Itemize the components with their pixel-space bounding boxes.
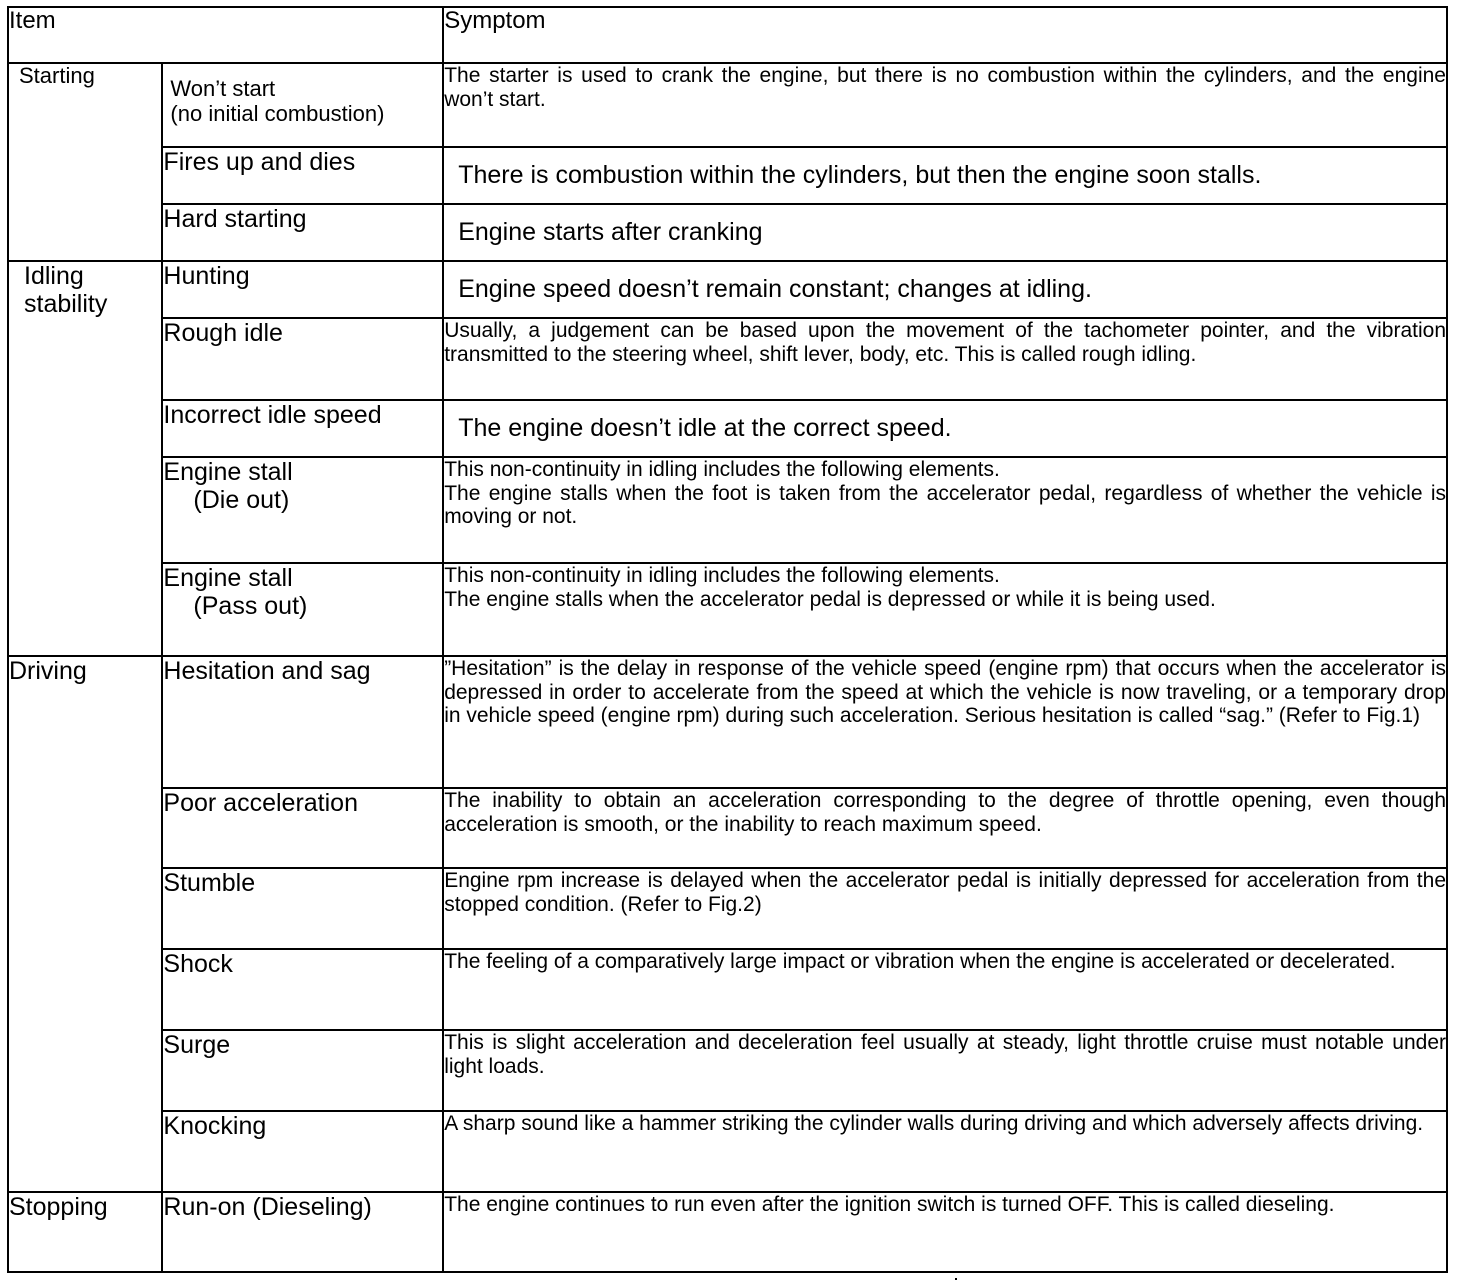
item-line: Poor acceleration — [163, 789, 358, 817]
item-line: Engine stall — [163, 458, 293, 486]
symptom-text: The starter is used to crank the engine, but there is no combustion within the cylinders, and the engine won’t start. — [444, 64, 1446, 111]
table-row — [8, 261, 1447, 318]
symptom-cell — [443, 1111, 1447, 1192]
symptom-cell — [443, 204, 1447, 261]
item-line: Rough idle — [163, 319, 283, 347]
symptom-text: There is combustion within the cylinders, but then the engine soon stalls. — [458, 161, 1262, 189]
symptom-text: Usually, a judgement can be based upon the movement of the tachometer pointer, and the vibration transmitted to the steering wheel, shift lever, body, etc. This is called rough idling. — [444, 319, 1446, 366]
symptom-text: The feeling of a comparatively large impact or vibration when the engine is accelerated or decelerated. — [444, 950, 1396, 973]
table-row — [8, 949, 1447, 1030]
item-line: Engine stall — [163, 564, 293, 592]
category-starting: Starting — [8, 63, 162, 261]
symptom-cell — [443, 1192, 1447, 1272]
item-line: Hesitation and sag — [163, 657, 371, 685]
symptom-text: A sharp sound like a hammer striking the cylinder walls during driving and which adversely affects driving. — [444, 1112, 1424, 1135]
symptom-cell — [443, 261, 1447, 318]
table-row — [8, 1111, 1447, 1192]
symptom-cell — [443, 147, 1447, 204]
item-cell — [162, 318, 443, 400]
item-line: (Die out) — [193, 486, 290, 514]
item-cell — [162, 656, 443, 788]
symptom-cell — [443, 563, 1447, 656]
item-cell — [162, 147, 443, 204]
symptom-cell — [443, 400, 1447, 457]
table-row — [8, 457, 1447, 563]
symptom-text: Engine speed doesn’t remain constant; changes at idling. — [458, 275, 1092, 303]
item-cell — [162, 868, 443, 949]
symptom-text: The engine stalls when the accelerator pedal is depressed or while it is being used. — [444, 587, 1216, 611]
item-line: Shock — [163, 950, 233, 978]
symptom-text: This is slight acceleration and deceleration feel usually at steady, light throttle cruise must notable under light loads. — [444, 1031, 1446, 1078]
item-line: Hard starting — [163, 205, 307, 233]
item-cell — [162, 563, 443, 656]
item-line: (no initial combustion) — [170, 101, 385, 127]
symptom-cell — [443, 788, 1447, 868]
item-cell — [162, 204, 443, 261]
table-row — [8, 63, 1447, 147]
symptom-text: This non-continuity in idling includes the following elements. — [444, 458, 1000, 481]
symptom-text: The engine continues to run even after the ignition switch is turned OFF. This is called dieseling. — [444, 1193, 1335, 1216]
item-line: Hunting — [163, 262, 250, 290]
category-idling-stability: Idling stability — [8, 261, 162, 656]
table-row — [8, 1192, 1447, 1272]
header-item: Item — [8, 7, 443, 63]
symptom-text: The engine stalls when the foot is taken from the accelerator pedal, regardless of whether the vehicle is moving or not. — [444, 481, 1446, 529]
symptom-cell — [443, 656, 1447, 788]
symptom-cell — [443, 457, 1447, 563]
symptom-cell — [443, 949, 1447, 1030]
symptom-text: Engine rpm increase is delayed when the accelerator pedal is initially depressed for acceleration from the stopped condition. (Refer to Fig.2) — [444, 869, 1446, 916]
item-line: Knocking — [163, 1112, 267, 1140]
item-cell — [162, 788, 443, 868]
category-stopping: Stopping — [8, 1192, 162, 1272]
symptom-text: Engine starts after cranking — [458, 218, 763, 246]
item-line: Run-on (Dieseling) — [163, 1193, 372, 1221]
table-row — [8, 788, 1447, 868]
symptom-cell — [443, 1030, 1447, 1111]
symptom-cell — [443, 318, 1447, 400]
page-speck — [955, 1278, 957, 1280]
item-cell — [162, 1111, 443, 1192]
item-cell — [162, 1030, 443, 1111]
symptom-text: The engine doesn’t idle at the correct speed. — [458, 414, 952, 442]
header-symptom: Symptom — [443, 7, 1447, 63]
symptom-text: ”Hesitation” is the delay in response of the vehicle speed (engine rpm) that occurs when the accelerator is depressed in order to accelerate from the speed at which the vehicle is now traveling, or a temporary drop in vehicle speed (engine rpm) during such acceleration. Serious hesitation is called “sag.” (Refer to Fig.1) — [444, 657, 1446, 728]
item-cell — [162, 949, 443, 1030]
item-line: Surge — [163, 1031, 231, 1059]
category-driving: Driving — [8, 656, 162, 1192]
item-cell — [162, 261, 443, 318]
table-row — [8, 147, 1447, 204]
item-line: (Pass out) — [193, 592, 308, 620]
symptom-cell — [443, 63, 1447, 147]
symptom-cell — [443, 868, 1447, 949]
item-cell — [162, 400, 443, 457]
item-line: Stumble — [163, 869, 256, 897]
symptom-text: This non-continuity in idling includes the following elements. — [444, 564, 1000, 587]
table-row — [8, 868, 1447, 949]
item-line: Fires up and dies — [163, 148, 356, 176]
item-cell — [162, 457, 443, 563]
table-row — [8, 656, 1447, 788]
table-row — [8, 1030, 1447, 1111]
symptom-table — [7, 6, 1448, 1273]
table-header-row — [8, 7, 1447, 63]
table-row — [8, 400, 1447, 457]
item-line: Incorrect idle speed — [163, 401, 382, 429]
table-row — [8, 318, 1447, 400]
table-row — [8, 204, 1447, 261]
symptom-text: The inability to obtain an acceleration corresponding to the degree of throttle opening, even though acceleration is smooth, or the inability to reach maximum speed. — [444, 789, 1446, 836]
item-cell — [162, 63, 443, 147]
item-line: Won’t start — [170, 76, 276, 101]
item-cell — [162, 1192, 443, 1272]
table-row — [8, 563, 1447, 656]
